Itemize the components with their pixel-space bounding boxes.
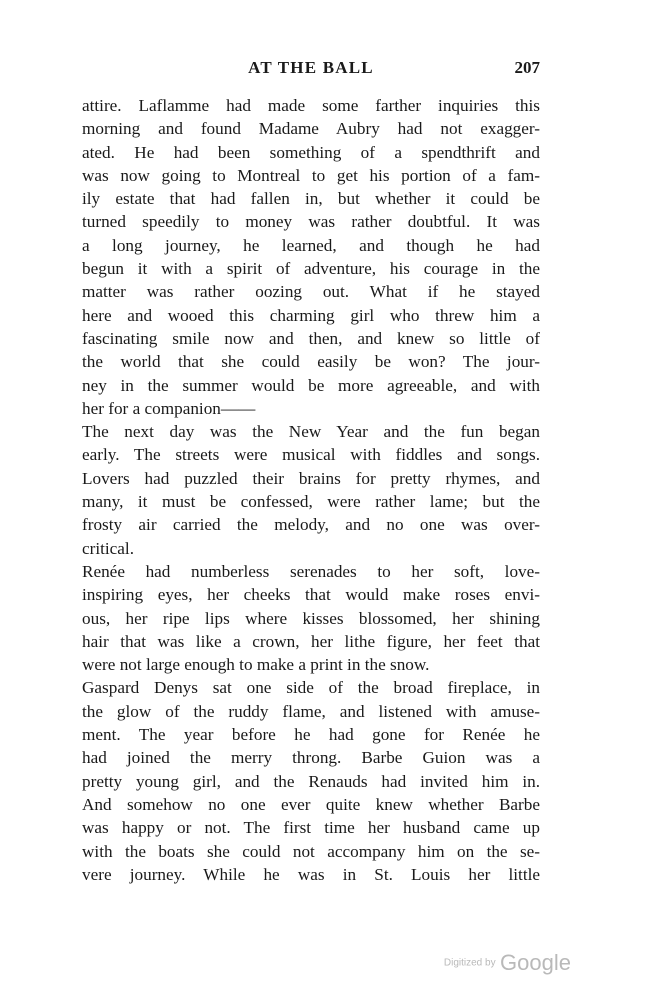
text-line: was happy or not. The first time her husband came up — [82, 818, 540, 838]
digitized-watermark — [444, 950, 571, 976]
text-line: here and wooed this charming girl who threw him a — [82, 305, 540, 325]
text-line: was now going to Montreal to get his portion of a fam- — [82, 165, 540, 185]
text-line: vere journey. While he was in St. Louis her little — [82, 864, 540, 884]
text-line: the world that she could easily be won? The jour- — [82, 352, 540, 372]
text-line: early. The streets were musical with fiddles and songs. — [82, 445, 540, 465]
text-line: ment. The year before he had gone for Renée he — [82, 725, 540, 745]
text-line: Gaspard Denys sat one side of the broad fireplace, in — [82, 678, 540, 698]
text-line: begun it with a spirit of adventure, his courage in the — [82, 259, 540, 279]
watermark-prefix: Digitized by — [443, 957, 496, 969]
text-line: The next day was the New Year and the fun began — [82, 422, 540, 442]
text-line: fascinating smile now and then, and knew so little of — [82, 328, 540, 348]
text-line: hair that was like a crown, her lithe figure, her feet that — [82, 631, 540, 651]
text-line: matter was rather oozing out. What if he stayed — [82, 282, 540, 302]
text-line: Renée had numberless serenades to her soft, love- — [82, 561, 540, 581]
text-line: ous, her ripe lips where kisses blossomed, her shining — [82, 608, 540, 628]
page-number: 207 — [514, 58, 540, 77]
text-line: ated. He had been something of a spendthrift and — [82, 142, 540, 162]
text-line: And somehow no one ever quite knew whether Barbe — [82, 794, 540, 814]
text-line: pretty young girl, and the Renauds had invited him in. — [82, 771, 540, 791]
text-line: ney in the summer would be more agreeable, and with — [82, 375, 540, 395]
text-line: attire. Laflamme had made some farther inquiries this — [82, 96, 540, 115]
text-line: a long journey, he learned, and though he had — [82, 235, 540, 255]
google-logo: Google — [500, 950, 571, 975]
text-line: were not large enough to make a print in the snow. — [82, 655, 430, 675]
text-line: the glow of the ruddy flame, and listened with amuse- — [82, 701, 540, 721]
text-line: Lovers had puzzled their brains for pretty rhymes, and — [82, 468, 540, 488]
text-line: ily estate that had fallen in, but whether it could be — [82, 189, 540, 209]
text-line: inspiring eyes, her cheeks that would make roses envi- — [82, 585, 540, 605]
running-head: AT THE BALL — [248, 58, 374, 77]
text-line: her for a companion—— — [82, 398, 256, 418]
text-line: had joined the merry throng. Barbe Guion was a — [82, 748, 540, 768]
text-line: critical. — [82, 538, 135, 558]
text-line: with the boats she could not accompany him on the se- — [82, 841, 540, 861]
page-header — [82, 58, 540, 82]
text-line: morning and found Madame Aubry had not exagger- — [82, 119, 540, 139]
text-line: frosty air carried the melody, and no one was over- — [82, 515, 540, 535]
text-line: many, it must be confessed, were rather lame; but the — [82, 492, 540, 512]
body-text — [82, 94, 540, 886]
text-line: turned speedily to money was rather doubtful. It was — [82, 212, 540, 232]
